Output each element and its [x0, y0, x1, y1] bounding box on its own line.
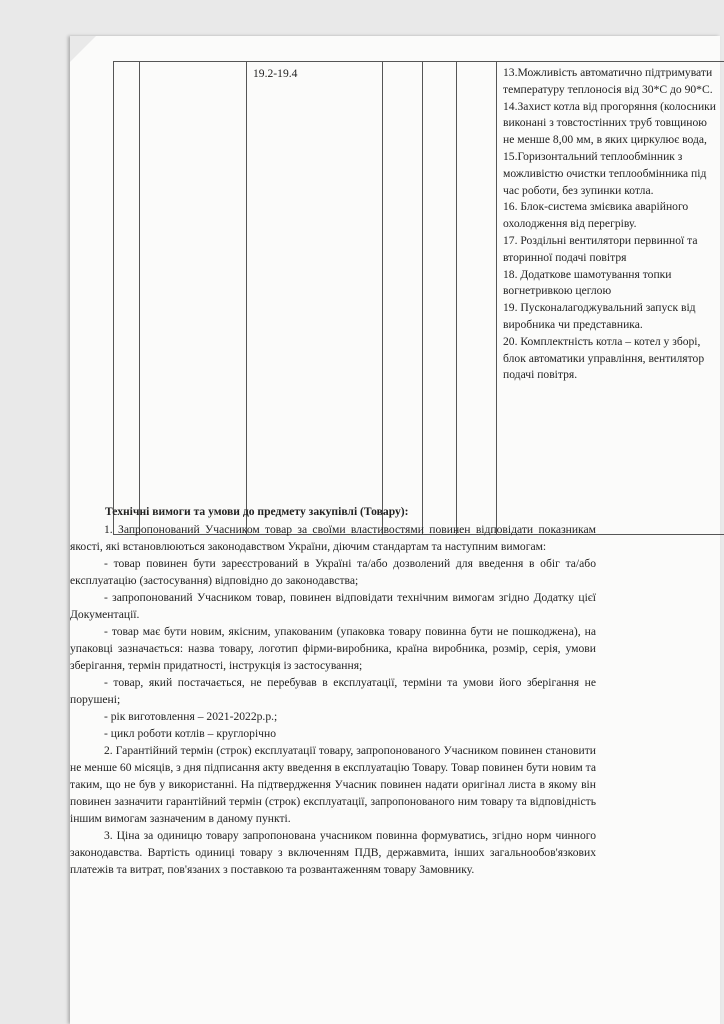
paragraph: - запропонований Учасником товар, повинен відповідати технічним вимогам згідно Додатку цієї Документації.	[70, 591, 596, 621]
requirement-item: 16. Блок-система змієвика аварійного охолодження від перегріву.	[503, 200, 689, 231]
requirement-item: 17. Роздільні вентилятори первинної та вторинної подачі повітря	[503, 233, 698, 264]
requirement-item: 19. Пусконалагоджувальний запуск від виробника чи представника.	[503, 301, 696, 331]
table-cell-empty	[140, 62, 247, 535]
table-cell-empty	[423, 62, 457, 535]
paragraph: - цикл роботи котлів – круглорічно	[104, 727, 277, 740]
paragraph: 1. Запропонований Учасником товар за своїми властивостями повинен відповідати показникам якості, які встановлюються законодавством України, діючим стандартам та наступним вимогам:	[70, 523, 596, 553]
requirement-item: 13.Можливість автоматично підтримувати температуру теплоносія від 30*С до 90*С.	[503, 66, 713, 96]
paragraph: - товар, який постачається, не перебував в експлуатації, терміни та умови його зберігання не порушені;	[70, 676, 596, 706]
paragraph: 2. Гарантійний термін (строк) експлуатації товару, запропонованого Учасником повинен становити не менше 60 місяців, з дня підписання акту введення в експлуатацію Товару. Товар повинен бути новим та таким, що не був у використанні. На підтвердження Учасник повинен надати оригінал листа в якому він повинен зазначити гарантійний термін (строк) експлуатації, запропонованого ним товару та відповідність іншим вимогам зазначеним в даному пункті.	[70, 744, 596, 825]
folded-corner	[70, 36, 96, 62]
table-cell-code	[247, 62, 383, 535]
requirement-item: 14.Захист котла від прогоряння (колосники виконані з товстостінних труб товщиною не менше 8,00 мм, в яких циркулює вода,	[503, 99, 716, 147]
table-row	[114, 62, 724, 535]
code-range: 19.2-19.4	[253, 67, 298, 80]
table-cell-empty	[383, 62, 423, 535]
spec-table	[113, 61, 724, 535]
paragraph: - товар повинен бути зареєстрований в Україні та/або дозволений для введення в обіг та/або експлуатацію (застосування) відповідно до законодавства;	[70, 557, 596, 587]
table-cell-empty	[114, 62, 140, 535]
paragraph: - товар має бути новим, якісним, упакованим (упаковка товару повинна бути не пошкоджена), на упаковці зазначається: назва товару, логотип фірми-виробника, країна виробника, розмір, серія, умови зберігання, термін придатності, інструкція із застосування;	[70, 625, 596, 672]
requirement-item: 18. Додаткове шамотування топки вогнетривкою цеглою	[503, 267, 672, 298]
paragraph: 3. Ціна за одиницю товару запропонована учасником повинна формуватись, згідно норм чинного законодавства. Вартість одиниці товару з включенням ПДВ, державмита, інших загальнообов'язкових платежів та витрат, пов'язаних з поставкою та розвантаженням товару Замовнику.	[70, 829, 596, 876]
requirement-item: 20. Комплектність котла – котел у зборі, блок автоматики управління, вентилятор подачі повітря.	[503, 334, 705, 382]
section-title: Технічні вимоги та умови до предмету закупівлі (Товару):	[105, 505, 409, 518]
table-cell-empty	[457, 62, 497, 535]
paragraph: - рік виготовлення – 2021-2022р.р.;	[104, 710, 278, 723]
requirement-item: 15.Горизонтальний теплообмінник з можливістю очистки теплообмінника під час роботи, без зупинки котла.	[503, 149, 707, 197]
table-cell-requirements	[497, 62, 724, 535]
requirements-section	[70, 503, 596, 878]
